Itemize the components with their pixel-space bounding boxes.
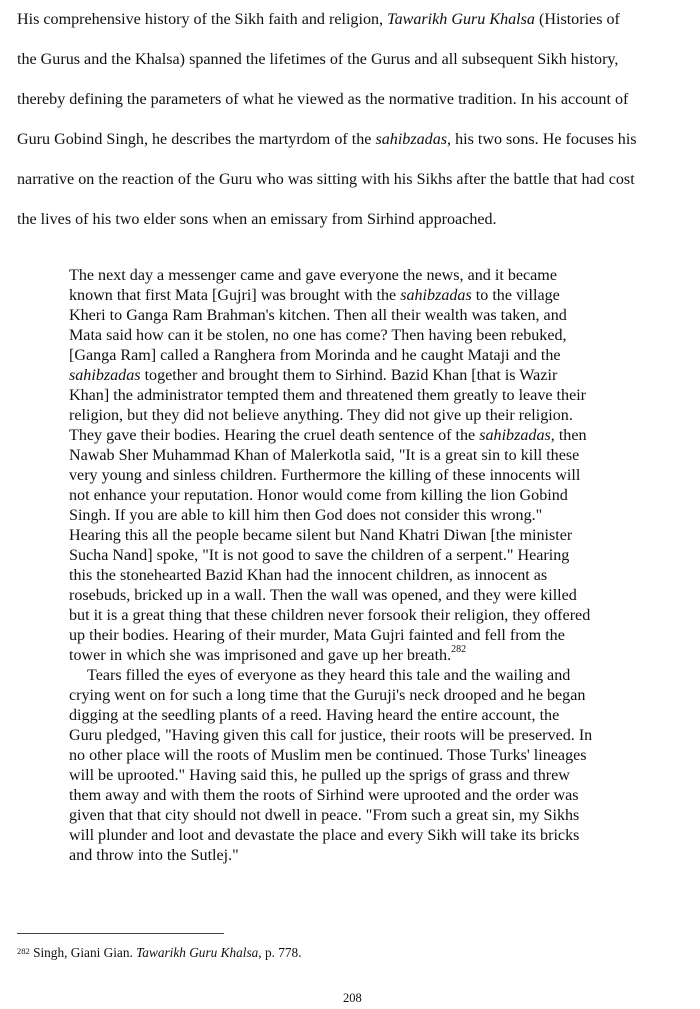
footnote-title: Tawarikh Guru Khalsa: [136, 945, 259, 960]
page-number: 208: [343, 991, 362, 1005]
quote-line: tower in which she was imprisoned and gave up her breath.$^{282}$: [69, 643, 467, 664]
quote-line: religion, but they did not believe anything. They did not give up their religion.: [69, 407, 573, 424]
quote-line: this the stonehearted Bazid Khan had the innocent children, as innocent as: [69, 567, 548, 584]
quote-line: crying went on for such a long time that the Guruji's neck drooped and he began: [69, 687, 586, 704]
body-line: the Gurus and the Khalsa) spanned the lifetimes of the Gurus and all subsequent Sikh history,: [17, 51, 619, 68]
quote-line: Khan] the administrator tempted them and threatened them greatly to leave their: [69, 387, 587, 404]
quote-line: Guru pledged, "Having given this call for justice, their roots will be preserved. In: [69, 727, 593, 744]
body-paragraph: [17, 0, 693, 240]
quote-line: will plunder and loot and devastate the place and every Sikh will take its bricks: [69, 827, 580, 844]
quote-line: sahibzadas together and brought them to Sirhind. Bazid Khan [that is Wazir: [69, 367, 558, 384]
quote-line: and throw into the Sutlej.": [69, 847, 239, 864]
quote-line: Mata said how can it be stolen, no one has come? Then having been rebuked,: [69, 327, 567, 344]
body-line: thereby defining the parameters of what he viewed as the normative tradition. In his account of: [17, 91, 629, 108]
quote-line: Kheri to Ganga Ram Brahman's kitchen. Then all their wealth was taken, and: [69, 307, 567, 324]
quote-line: Nawab Sher Muhammad Khan of Malerkotla said, "It is a great sin to kill these: [69, 447, 580, 464]
quote-line: them away and with them the roots of Sirhind were uprooted and the order was: [69, 787, 579, 804]
quote-line: They gave their bodies. Hearing the cruel death sentence of the sahibzadas, then: [69, 427, 587, 444]
quote-line: up their bodies. Hearing of their murder, Mata Gujri fainted and fell from the: [69, 627, 565, 644]
quote-line: digging at the seedling plants of a reed. Having heard the entire account, the: [69, 707, 560, 724]
quote-line: Hearing this all the people became silent but Nand Khatri Diwan [the minister: [69, 527, 573, 544]
quote-line: known that first Mata [Gujri] was brought with the sahibzadas to the village: [69, 287, 560, 304]
footnote-text: Singh, Giani Gian.: [29, 945, 137, 960]
quote-line: not enhance your reputation. Honor would come from killing the lion Gobind: [69, 487, 568, 504]
block-quote: [69, 266, 649, 866]
quote-line: given that that city should not dwell in peace. "From such a great sin, my Sikhs: [69, 807, 580, 824]
footnote-reference[interactable]: 282: [451, 643, 467, 655]
quote-line: The next day a messenger came and gave everyone the news, and it became: [69, 267, 557, 284]
footnote: [17, 942, 302, 962]
quote-line: [Ganga Ram] called a Ranghera from Morinda and he caught Mataji and the: [69, 347, 561, 364]
body-line: narrative on the reaction of the Guru who was sitting with his Sikhs after the battle that had cost: [17, 171, 635, 188]
body-line: His comprehensive history of the Sikh faith and religion, Tawarikh Guru Khalsa (Histories of: [17, 11, 620, 28]
body-line: Guru Gobind Singh, he describes the martyrdom of the sahibzadas, his two sons. He focuses his: [17, 131, 637, 148]
footnote-page: , p. 778.: [258, 945, 302, 960]
quote-line: but it is a great thing that these children never forsook their religion, they offered: [69, 607, 591, 624]
quote-line: Sucha Nand] spoke, "It is not good to save the children of a serpent." Hearing: [69, 547, 570, 564]
quote-line: rosebuds, bricked up in a wall. Then the wall was opened, and they were killed: [69, 587, 577, 604]
quote-line: Singh. If you are able to kill him then God does not consider this wrong.": [69, 507, 543, 524]
quote-line: Tears filled the eyes of everyone as they heard this tale and the wailing and: [87, 667, 571, 684]
quote-line: very young and sinless children. Furthermore the killing of these innocents will: [69, 467, 581, 484]
footnote-number: 282: [17, 946, 30, 956]
footnote-separator: [17, 933, 224, 934]
quote-line: no other place will the roots of Muslim men be continued. Those Turks' lineages: [69, 747, 587, 764]
body-line: the lives of his two elder sons when an emissary from Sirhind approached.: [17, 211, 497, 228]
quote-line: will be uprooted." Having said this, he pulled up the sprigs of grass and threw: [69, 767, 570, 784]
